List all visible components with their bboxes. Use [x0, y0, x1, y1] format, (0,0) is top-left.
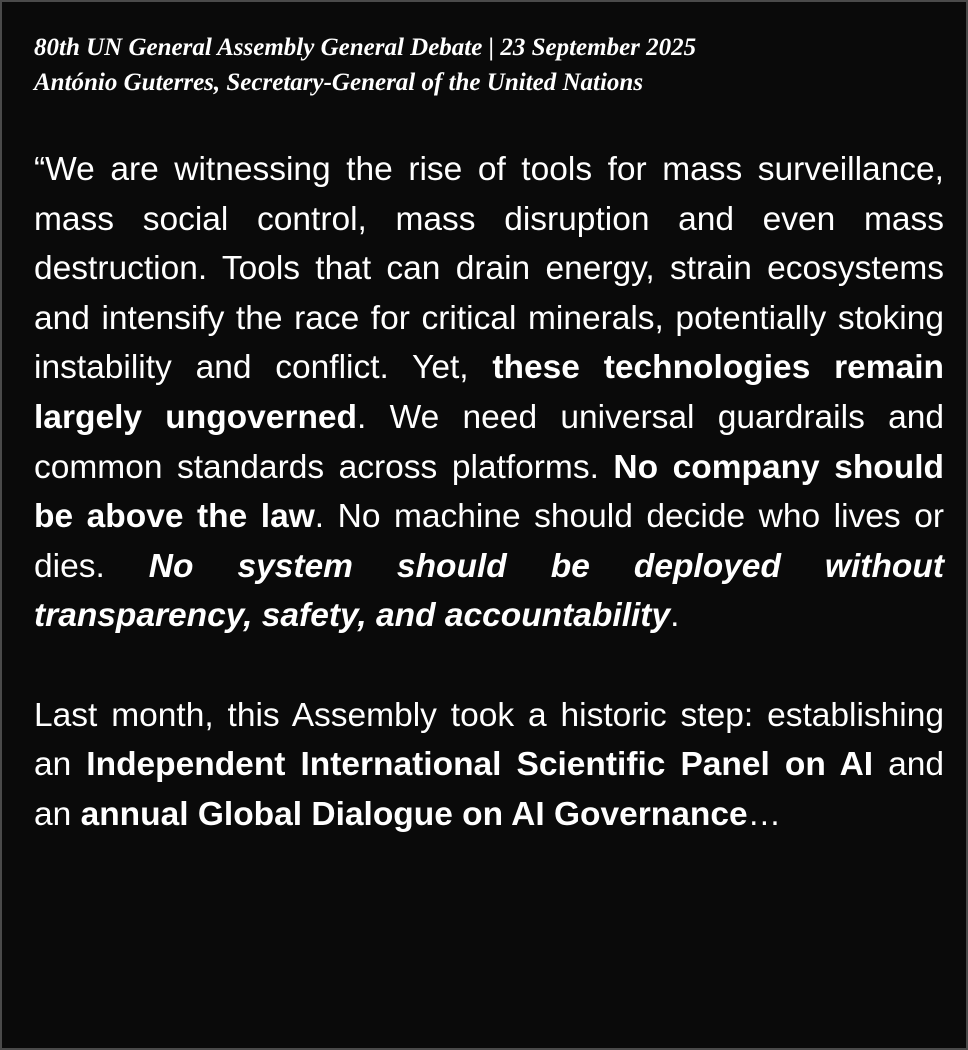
emphasis-scientific-panel: Independent International Scientific Panel on AI	[86, 746, 874, 784]
emphasis-global-dialogue: annual Global Dialogue on AI Governance	[80, 795, 748, 833]
quote-paragraph-1	[34, 145, 944, 641]
speech-header	[34, 30, 954, 100]
quote-text: “We are witnessing the rise of tools for mass surveillance, mass social control, mass disruption and even mass destruction. Tools that can drain energy, strain ecosystems and intensify the race for critical minerals, potentially stoking instability and conflict. Yet,	[34, 151, 944, 387]
speaker-attribution: António Guterres, Secretary-General of the United Nations	[34, 69, 644, 96]
emphasis-company-law: No company should be above the law	[34, 448, 944, 536]
emphasis-transparency: No system should be deployed without transparency, safety, and accountability	[34, 547, 944, 635]
quote-text: …	[747, 795, 782, 833]
quote-text: .	[670, 597, 680, 635]
quote-text: Last month, this Assembly took a historic step: establishing an	[34, 696, 944, 784]
emphasis-ungoverned: these technologies remain largely ungoverned	[34, 349, 944, 436]
quote-text: and an	[34, 746, 944, 833]
speech-quote	[34, 145, 944, 839]
quote-text: . No machine should decide who lives or dies.	[34, 498, 944, 585]
quote-paragraph-2	[34, 691, 944, 840]
quote-text: . We need universal guardrails and common standards across platforms.	[34, 398, 944, 486]
event-title: 80th UN General Assembly General Debate | 23 September 2025	[34, 34, 697, 61]
